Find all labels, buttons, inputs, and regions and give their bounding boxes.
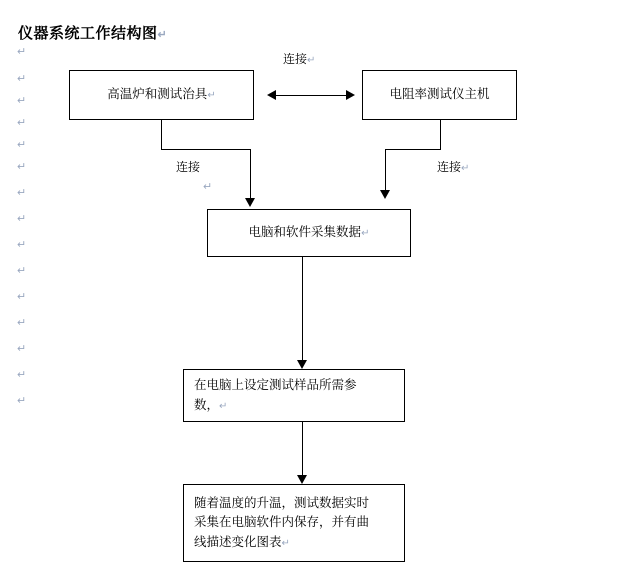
node-set-params-label: 在电脑上设定测试样品所需参 数，↵ xyxy=(194,378,357,412)
edge-setparams-realtime-arrowhead xyxy=(297,475,307,484)
edge-label-connect-left: 连接 xyxy=(176,160,201,174)
page-title xyxy=(18,22,167,43)
node-resistivity-tester[interactable] xyxy=(362,70,517,120)
paragraph-mark: ↵ xyxy=(17,73,27,85)
edge-tester-computer-seg2 xyxy=(385,149,441,150)
paragraph-mark: ↵ xyxy=(17,395,27,407)
node-set-params[interactable] xyxy=(183,369,405,422)
edge-furnace-computer-seg1 xyxy=(161,120,162,149)
paragraph-mark: ↵ xyxy=(17,117,27,129)
edge-computer-setparams-arrowhead xyxy=(297,360,307,369)
edge-furnace-computer-arrowhead xyxy=(245,198,255,207)
edge-tester-computer-seg3 xyxy=(385,149,386,191)
node-furnace[interactable] xyxy=(69,70,254,120)
edge-label-connect-top: 连接↵ xyxy=(283,52,316,66)
node-furnace-label: 高温炉和测试治具↵ xyxy=(107,87,216,102)
edge-tester-computer-seg1 xyxy=(440,120,441,149)
paragraph-mark-title: ↵ xyxy=(157,29,168,41)
edge-furnace-tester-line xyxy=(276,95,346,96)
node-realtime-data-label: 随着温度的升温，测试数据实时 采集在电脑软件内保存，并有曲 线描述变化图表↵ xyxy=(194,495,370,549)
edge-label-connect-right: 连接↵ xyxy=(437,160,470,174)
paragraph-mark: ↵ xyxy=(17,139,27,151)
paragraph-mark: ↵ xyxy=(17,213,27,225)
node-computer-collect-label: 电脑和软件采集数据↵ xyxy=(248,225,370,240)
edge-furnace-tester-arrowhead-right xyxy=(346,90,355,100)
node-realtime-data[interactable] xyxy=(183,484,405,562)
paragraph-mark: ↵ xyxy=(17,95,27,107)
paragraph-mark: ↵ xyxy=(17,46,27,58)
paragraph-mark: ↵ xyxy=(17,239,27,251)
paragraph-mark: ↵ xyxy=(17,161,27,173)
edge-furnace-computer-seg2 xyxy=(161,149,250,150)
edge-furnace-computer-seg3 xyxy=(250,149,251,199)
paragraph-mark: ↵ xyxy=(17,343,27,355)
paragraph-mark: ↵ xyxy=(17,291,27,303)
paragraph-mark-left-label: ↵ xyxy=(203,181,213,193)
node-computer-collect[interactable] xyxy=(207,209,411,257)
edge-computer-setparams-line xyxy=(302,257,303,361)
paragraph-mark: ↵ xyxy=(17,265,27,277)
edge-setparams-realtime-line xyxy=(302,422,303,476)
page-title-text: 仪器系统工作结构图 xyxy=(18,25,158,42)
edge-furnace-tester-arrowhead-left xyxy=(267,90,276,100)
paragraph-mark: ↵ xyxy=(17,317,27,329)
node-resistivity-tester-label: 电阻率测试仪主机 xyxy=(389,87,490,102)
paragraph-mark: ↵ xyxy=(17,369,27,381)
edge-tester-computer-arrowhead xyxy=(380,190,390,199)
paragraph-mark: ↵ xyxy=(17,187,27,199)
